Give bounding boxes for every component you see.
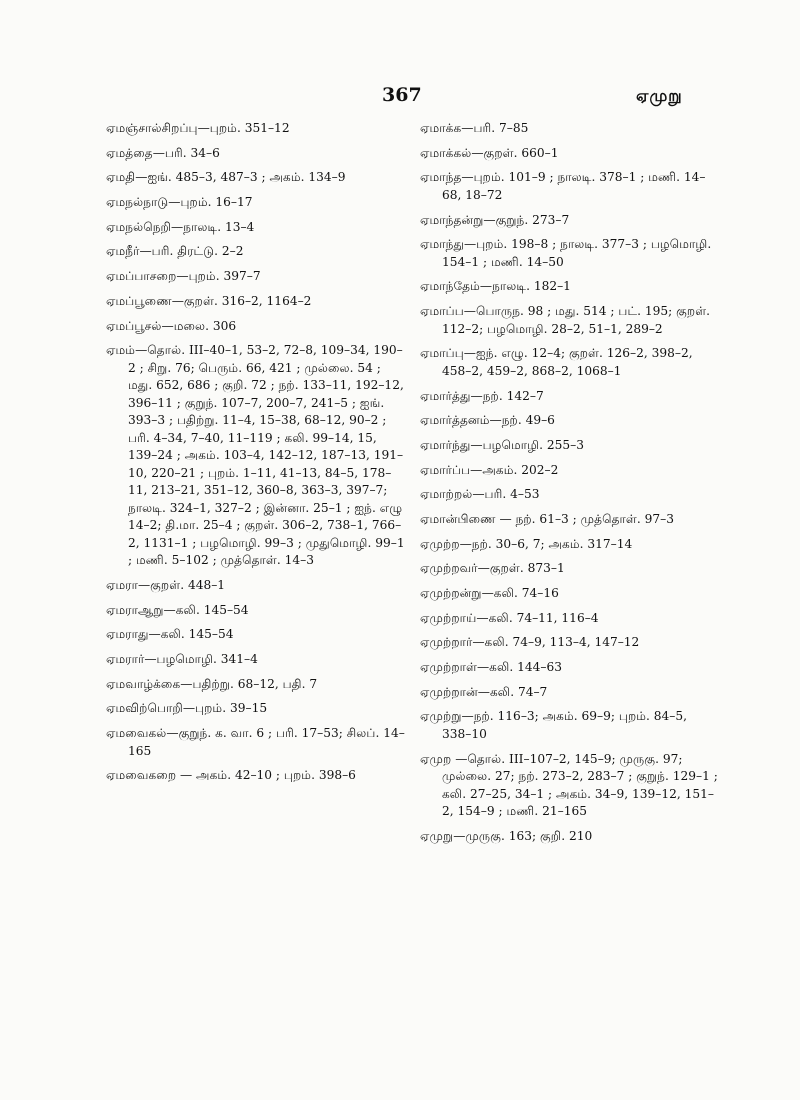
index-entry: ஏமப்பூணை—குறள். 316–2, 1164–2: [106, 293, 312, 308]
index-entry: ஏமாந்தேம்—நாலடி. 182–1: [420, 279, 571, 294]
running-head: ஏமுறு: [636, 86, 683, 105]
index-entry: ஏமுற்றாள்—கலி. 144–63: [420, 660, 562, 675]
index-entry: ஏமார்த்து—நற். 142–7: [420, 388, 544, 403]
index-entry: ஏமாப்பு—ஐந். எழு. 12–4; குறள். 126–2, 398–2, 458–2, 459–2, 868–2, 1068–1: [420, 346, 693, 378]
index-entry: ஏமஞ்சால்சிறப்பு—புறம். 351–12: [106, 121, 290, 135]
index-entry: ஏமுற்ற—நற். 30–6, 7; அகம். 317–14: [420, 536, 633, 551]
index-entry: ஏமராது—கலி. 145–54: [106, 627, 234, 642]
index-entry: ஏமரார்—பழமொழி. 341–4: [106, 651, 258, 666]
index-entry: ஏமரா—குறள். 448–1: [106, 577, 226, 592]
index-entry: ஏமுற —தொல். III–107–2, 145–9; முருகு. 97; முல்லை. 27; நற். 273–2, 283–7 ; குறுந். 129–1 ; கலி. 27–25, 34–1 ; அகம். 34–9, 139–12, 151–2, 154–9 ; மணி. 21–165: [420, 751, 718, 819]
index-entry: ஏமவிற்பொறி—புறம். 39–15: [106, 701, 268, 716]
index-entry: ஏமம்—தொல். III–40–1, 53–2, 72–8, 109–34, 190–2 ; சிறு. 76; பெரும். 66, 421 ; முல்லை. 54 ; மது. 652, 686 ; குறி. 72 ; நற். 133–11, 192–12, 396–11 ; குறுந். 107–7, 200–7, 241–5 ; ஐங். 393–3 ; பதிற்று. 11–4, 15–38, 68–12, 90–2 ; பரி. 4–34, 7–40, 11–119 ; கலி. 99–14, 15, 139–24 ; அகம். 103–4, 142–12, 187–13, 191–10, 220–21 ; புறம். 1–11, 41–13, 84–5, 178–11, 213–21, 351–12, 360–8, 363–3, 397–7; நாலடி. 324–1, 327–2 ; இன்னா. 25–1 ; ஐந். எழு 14–2; தி.மா. 25–4 ; குறள். 306–2, 738–1, 766–2, 1131–1 ; பழமொழி. 99–3 ; முதுமொழி. 99–1 ; மணி. 5–102 ; முத்தொள். 14–3: [106, 343, 405, 568]
index-entry: ஏமப்பூசல்—மலை. 306: [106, 318, 237, 333]
index-entry: ஏமார்ப்ப—அகம். 202–2: [420, 462, 559, 477]
index-entry: ஏமாக்க—பரி. 7–85: [420, 121, 529, 135]
index-entry: ஏமாந்த—புறம். 101–9 ; நாலடி. 378–1 ; மணி. 14–68, 18–72: [420, 170, 706, 202]
index-entry: ஏமுற்றவர்—குறள். 873–1: [420, 561, 565, 576]
index-entry: ஏமாற்றல்—பரி. 4–53: [420, 487, 540, 502]
index-entry: ஏமநல்நாடு—புறம். 16–17: [106, 195, 253, 210]
index-entry: ஏமாந்தன்று—குறுந். 273–7: [420, 212, 570, 227]
index-entry: ஏமுற்றாய்—கலி. 74–11, 116–4: [420, 610, 599, 625]
index-entry: ஏமநல்நெறி—நாலடி. 13–4: [106, 219, 255, 234]
left-column: [106, 120, 406, 792]
index-entry: ஏமுற்றான்—கலி. 74–7: [420, 684, 548, 699]
index-entry: ஏமுற்றார்—கலி. 74–9, 113–4, 147–12: [420, 635, 640, 650]
index-entry: ஏமாக்கல்—குறள். 660–1: [420, 145, 559, 160]
index-entry: ஏமராஆறு—கலி. 145–54: [106, 602, 249, 617]
index-entry: ஏமப்பாசறை—புறம். 397–7: [106, 269, 261, 284]
right-column: [420, 120, 720, 853]
index-entry: ஏமவைகல்—குறுந். க. வா. 6 ; பரி. 17–53; சிலப். 14–165: [106, 726, 405, 758]
index-entry: ஏமாப்ப—பொருந. 98 ; மது. 514 ; பட். 195; குறள். 112–2; பழமொழி. 28–2, 51–1, 289–2: [420, 304, 711, 336]
index-entry: ஏமார்த்தனம்—நற். 49–6: [420, 413, 555, 428]
index-entry: ஏமுறு—முருகு. 163; குறி. 210: [420, 828, 593, 843]
index-entry: ஏமுற்று—நற். 116–3; அகம். 69–9; புறம். 84–5, 338–10: [420, 709, 688, 741]
index-entry: ஏமத்தை—பரி. 34–6: [106, 145, 220, 160]
index-entry: ஏமான்பிணை — நற். 61–3 ; முத்தொள். 97–3: [420, 511, 675, 526]
index-entry: ஏமுற்றன்று—கலி. 74–16: [420, 586, 559, 600]
index-entry: ஏமவாழ்க்கை—பதிற்று. 68–12, பதி. 7: [106, 676, 318, 691]
index-entry: ஏமவைகறை — அகம். 42–10 ; புறம். 398–6: [106, 768, 356, 783]
index-entry: ஏமதி—ஐங். 485–3, 487–3 ; அகம். 134–9: [106, 170, 346, 185]
index-entry: ஏமாந்து—புறம். 198–8 ; நாலடி. 377–3 ; பழமொழி. 154–1 ; மணி. 14–50: [420, 237, 712, 269]
index-entry: ஏமநீர்—பரி. திரட்டு. 2–2: [106, 244, 244, 259]
page-number: 367: [382, 84, 422, 106]
index-entry: ஏமார்ந்து—பழமொழி. 255–3: [420, 437, 584, 452]
